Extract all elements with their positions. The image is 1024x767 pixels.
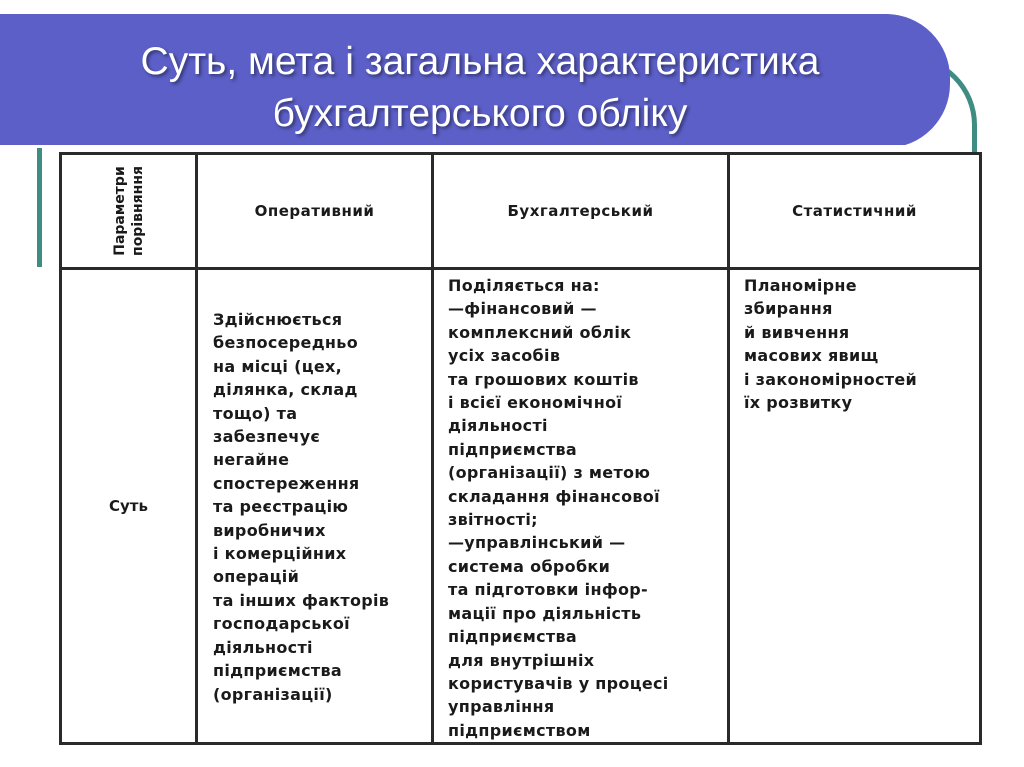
row-label-essence: Суть xyxy=(61,269,197,744)
column-header-operational: Оперативний xyxy=(197,154,433,269)
comparison-table xyxy=(59,152,982,745)
title-line-2: бухгалтерського обліку xyxy=(272,92,688,135)
slide-title xyxy=(30,36,930,140)
title-underline xyxy=(0,145,905,148)
column-header-accounting: Бухгалтерський xyxy=(433,154,729,269)
column-header-statistical: Статистичний xyxy=(729,154,981,269)
title-banner xyxy=(0,14,950,148)
cell-accounting: Поділяється на: —фінансовий — комплексний облік усіх засобів та грошових коштів і всієї економічної діяльності підприємства (організації) з метою складання фінансової звітності; —управлінський — система обробки та підготовки інфор- мації про діяльність підприємства для внутрішніх користувачів у процесі управління підприємством xyxy=(433,269,729,744)
param-header-cell xyxy=(61,154,197,269)
param-header-label: Параметри порівняння xyxy=(111,166,146,256)
table-header-row xyxy=(61,154,981,269)
cell-statistical: Планомірне збирання й вивчення масових явищ і закономірностей їх розвитку xyxy=(729,269,981,744)
title-line-1: Суть, мета і загальна характеристика xyxy=(140,40,820,83)
table-row xyxy=(61,269,981,744)
cell-operational: Здійснюється безпосередньо на місці (цех, ділянка, склад тощо) та забезпечує негайне спостереження та реєстрацію виробничих і комерційних операцій та інших факторів господарської діяльності підприємства (організації) xyxy=(197,269,433,744)
